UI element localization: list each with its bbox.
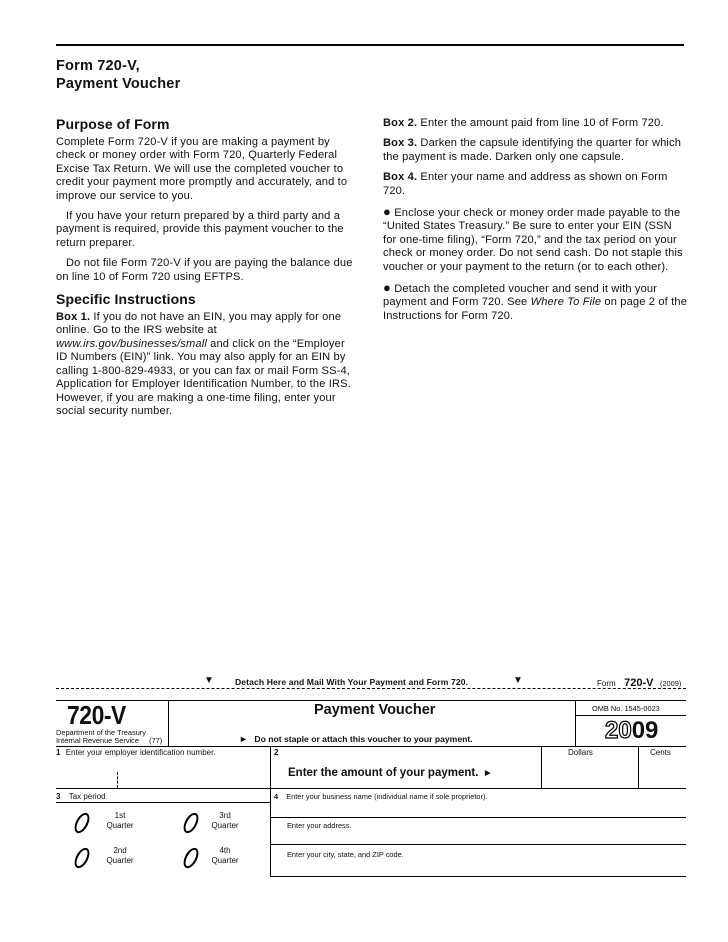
city-state-zip-field[interactable]: Enter your city, state, and ZIP code. <box>287 850 404 859</box>
amount-prompt[interactable] <box>288 763 493 781</box>
box4-number: 4 <box>274 792 279 801</box>
purpose-paragraph-1: Complete Form 720-V if you are making a payment by check or money order with Form 720, Quarterly Federal Excise Tax Return. We will use the completed voucher to credit your payment more promptly and accurately, and to improve our service to you. <box>56 136 348 202</box>
quarter-1-capsule[interactable] <box>72 810 93 835</box>
tax-period-label <box>56 792 106 802</box>
quarter-2-label <box>100 846 140 866</box>
tax-year-outline: 20 <box>605 717 632 744</box>
box4-text: Enter your name and address as shown on Form 720. <box>383 171 668 197</box>
page-title <box>56 57 180 93</box>
dollars-cents-divider-1 <box>541 746 542 788</box>
irs-url: www.irs.gov/businesses/small <box>56 337 207 350</box>
quarter-3-ordinal: 3rd <box>219 811 231 820</box>
row2-border <box>56 788 686 789</box>
bullet-detach-text-b: on page 2 of the Instructions for Form 720. <box>383 296 688 322</box>
box4-instruction <box>383 171 687 198</box>
bullet-icon: ● <box>383 280 392 296</box>
purpose-paragraph-3: Do not file Form 720-V if you are paying the balance due on line 10 of Form 720 using EFTPS. <box>56 257 353 283</box>
box1-cell[interactable] <box>56 748 266 758</box>
instructions-right-column <box>383 117 687 330</box>
quarter-1-label <box>100 811 140 831</box>
box1-text-b: and click on the “Employer ID Numbers (EIN)” link. You may also apply for an EIN by calling 1-800-829-4933, or you can fax or mail Form SS-4, Application for Employer Identification Number, to the IRS. However, if you are making a one-time filing, enter your social security number. <box>56 337 351 417</box>
box2-text: Enter the amount paid from line 10 of Form 720. <box>417 117 664 129</box>
address-field[interactable]: Enter your address. <box>287 821 352 830</box>
detach-cut-line <box>56 688 686 689</box>
box1-prompt: Enter your employer identification number. <box>65 748 216 757</box>
ein-separator <box>117 772 118 788</box>
irs-code: (77) <box>149 736 163 745</box>
bullet-enclose-text: Enclose your check or money order made payable to the “United States Treasury.” Be sure to enter your EIN (SSN for one-time filing), “Form 720,” and the tax period on your check or money order. Do not send cash. Do not staple this voucher or your payment to the return (or to each other). <box>383 207 683 273</box>
title-line-1: Form 720-V, <box>56 58 140 74</box>
amount-prompt-text: Enter the amount of your payment. <box>288 767 479 779</box>
box3-label: Box 3. <box>383 137 418 150</box>
bullet-enclose <box>383 205 687 274</box>
voucher-top-border <box>56 700 686 701</box>
bullet-detach <box>383 281 687 323</box>
box3-number: 3 <box>56 792 61 801</box>
bullet-detach-text-a: Detach the completed voucher and send it with your payment and Form 720. See <box>383 283 658 309</box>
tax-period-underline <box>56 802 270 803</box>
detach-instruction: Detach Here and Mail With Your Payment and Form 720. <box>235 677 469 687</box>
top-rule <box>56 44 684 46</box>
tax-year <box>605 717 658 745</box>
city-line <box>270 876 686 877</box>
irs-name: Internal Revenue Service <box>56 736 139 745</box>
quarter-4-label <box>205 846 245 866</box>
dollars-label: Dollars <box>568 748 593 757</box>
dollars-cents-divider-2 <box>638 746 639 788</box>
purpose-paragraph-2: If you have your return prepared by a third party and a payment is required, provide this payment voucher to the return preparer. <box>56 210 344 249</box>
box3-text: Darken the capsule identifying the quarter for which the payment is made. Darken only one capsule. <box>383 137 682 163</box>
form-label: Form <box>597 679 616 688</box>
quarter-4-capsule[interactable] <box>181 845 202 870</box>
header-divider-1 <box>168 700 169 746</box>
quarter-4-ordinal: 4th <box>219 846 231 855</box>
staple-note-text: Do not staple or attach this voucher to your payment. <box>254 734 473 744</box>
detach-arrow-left-icon: ▼ <box>204 675 214 686</box>
where-to-file: Where To File <box>530 296 602 309</box>
voucher-title: Payment Voucher <box>314 702 436 718</box>
box2-label: Box 2. <box>383 117 418 129</box>
tax-period-text: Tax period <box>68 792 106 801</box>
detach-arrow-right-icon: ▼ <box>513 675 523 686</box>
quarter-3-label <box>205 811 245 831</box>
quarter-1-ordinal: 1st <box>114 811 126 820</box>
staple-note <box>239 729 473 747</box>
cents-label: Cents <box>650 748 671 757</box>
dept-treasury: Department of the Treasury <box>56 728 146 737</box>
box2-instruction <box>383 117 687 130</box>
box4-label: Box 4. <box>383 171 418 184</box>
box1-number: 1 <box>56 748 61 757</box>
quarter-2-ordinal: 2nd <box>113 846 127 855</box>
business-name-field[interactable] <box>274 792 487 801</box>
name-line <box>270 817 686 818</box>
form-number-small: 720-V <box>624 677 654 689</box>
purpose-heading: Purpose of Form <box>56 116 170 132</box>
box1-label: Box 1. <box>56 311 91 324</box>
box1-text-a: If you do not have an EIN, you may apply for one online. Go to the IRS website at <box>56 311 342 337</box>
big-form-number: 720-V <box>67 700 126 730</box>
quarter-4-word: Quarter <box>211 856 239 865</box>
quarter-3-word: Quarter <box>211 821 239 830</box>
quarter-2-capsule[interactable] <box>72 845 93 870</box>
quarter-2-word: Quarter <box>106 856 134 865</box>
specific-heading: Specific Instructions <box>56 291 196 308</box>
quarter-1-word: Quarter <box>106 821 134 830</box>
instructions-left-column <box>56 116 356 425</box>
address-line <box>270 844 686 845</box>
tax-year-bold: 09 <box>631 717 659 744</box>
box2-number: 2 <box>274 748 279 757</box>
header-divider-2 <box>575 700 576 746</box>
business-name-prompt: Enter your business name (individual name if sole proprietor). <box>286 792 488 801</box>
irs-line <box>56 736 162 745</box>
pointer-arrow-icon: ► <box>239 734 248 744</box>
vertical-main-divider <box>270 746 271 877</box>
box1-instruction <box>56 311 356 418</box>
pointer-arrow-icon: ► <box>482 768 493 779</box>
title-line-2: Payment Voucher <box>56 76 181 92</box>
omb-underline <box>575 715 686 716</box>
quarter-3-capsule[interactable] <box>181 810 202 835</box>
form-year: (2009) <box>659 679 682 688</box>
box3-instruction <box>383 137 687 164</box>
omb-number: OMB No. 1545-0023 <box>592 704 660 713</box>
bullet-icon: ● <box>383 204 392 220</box>
